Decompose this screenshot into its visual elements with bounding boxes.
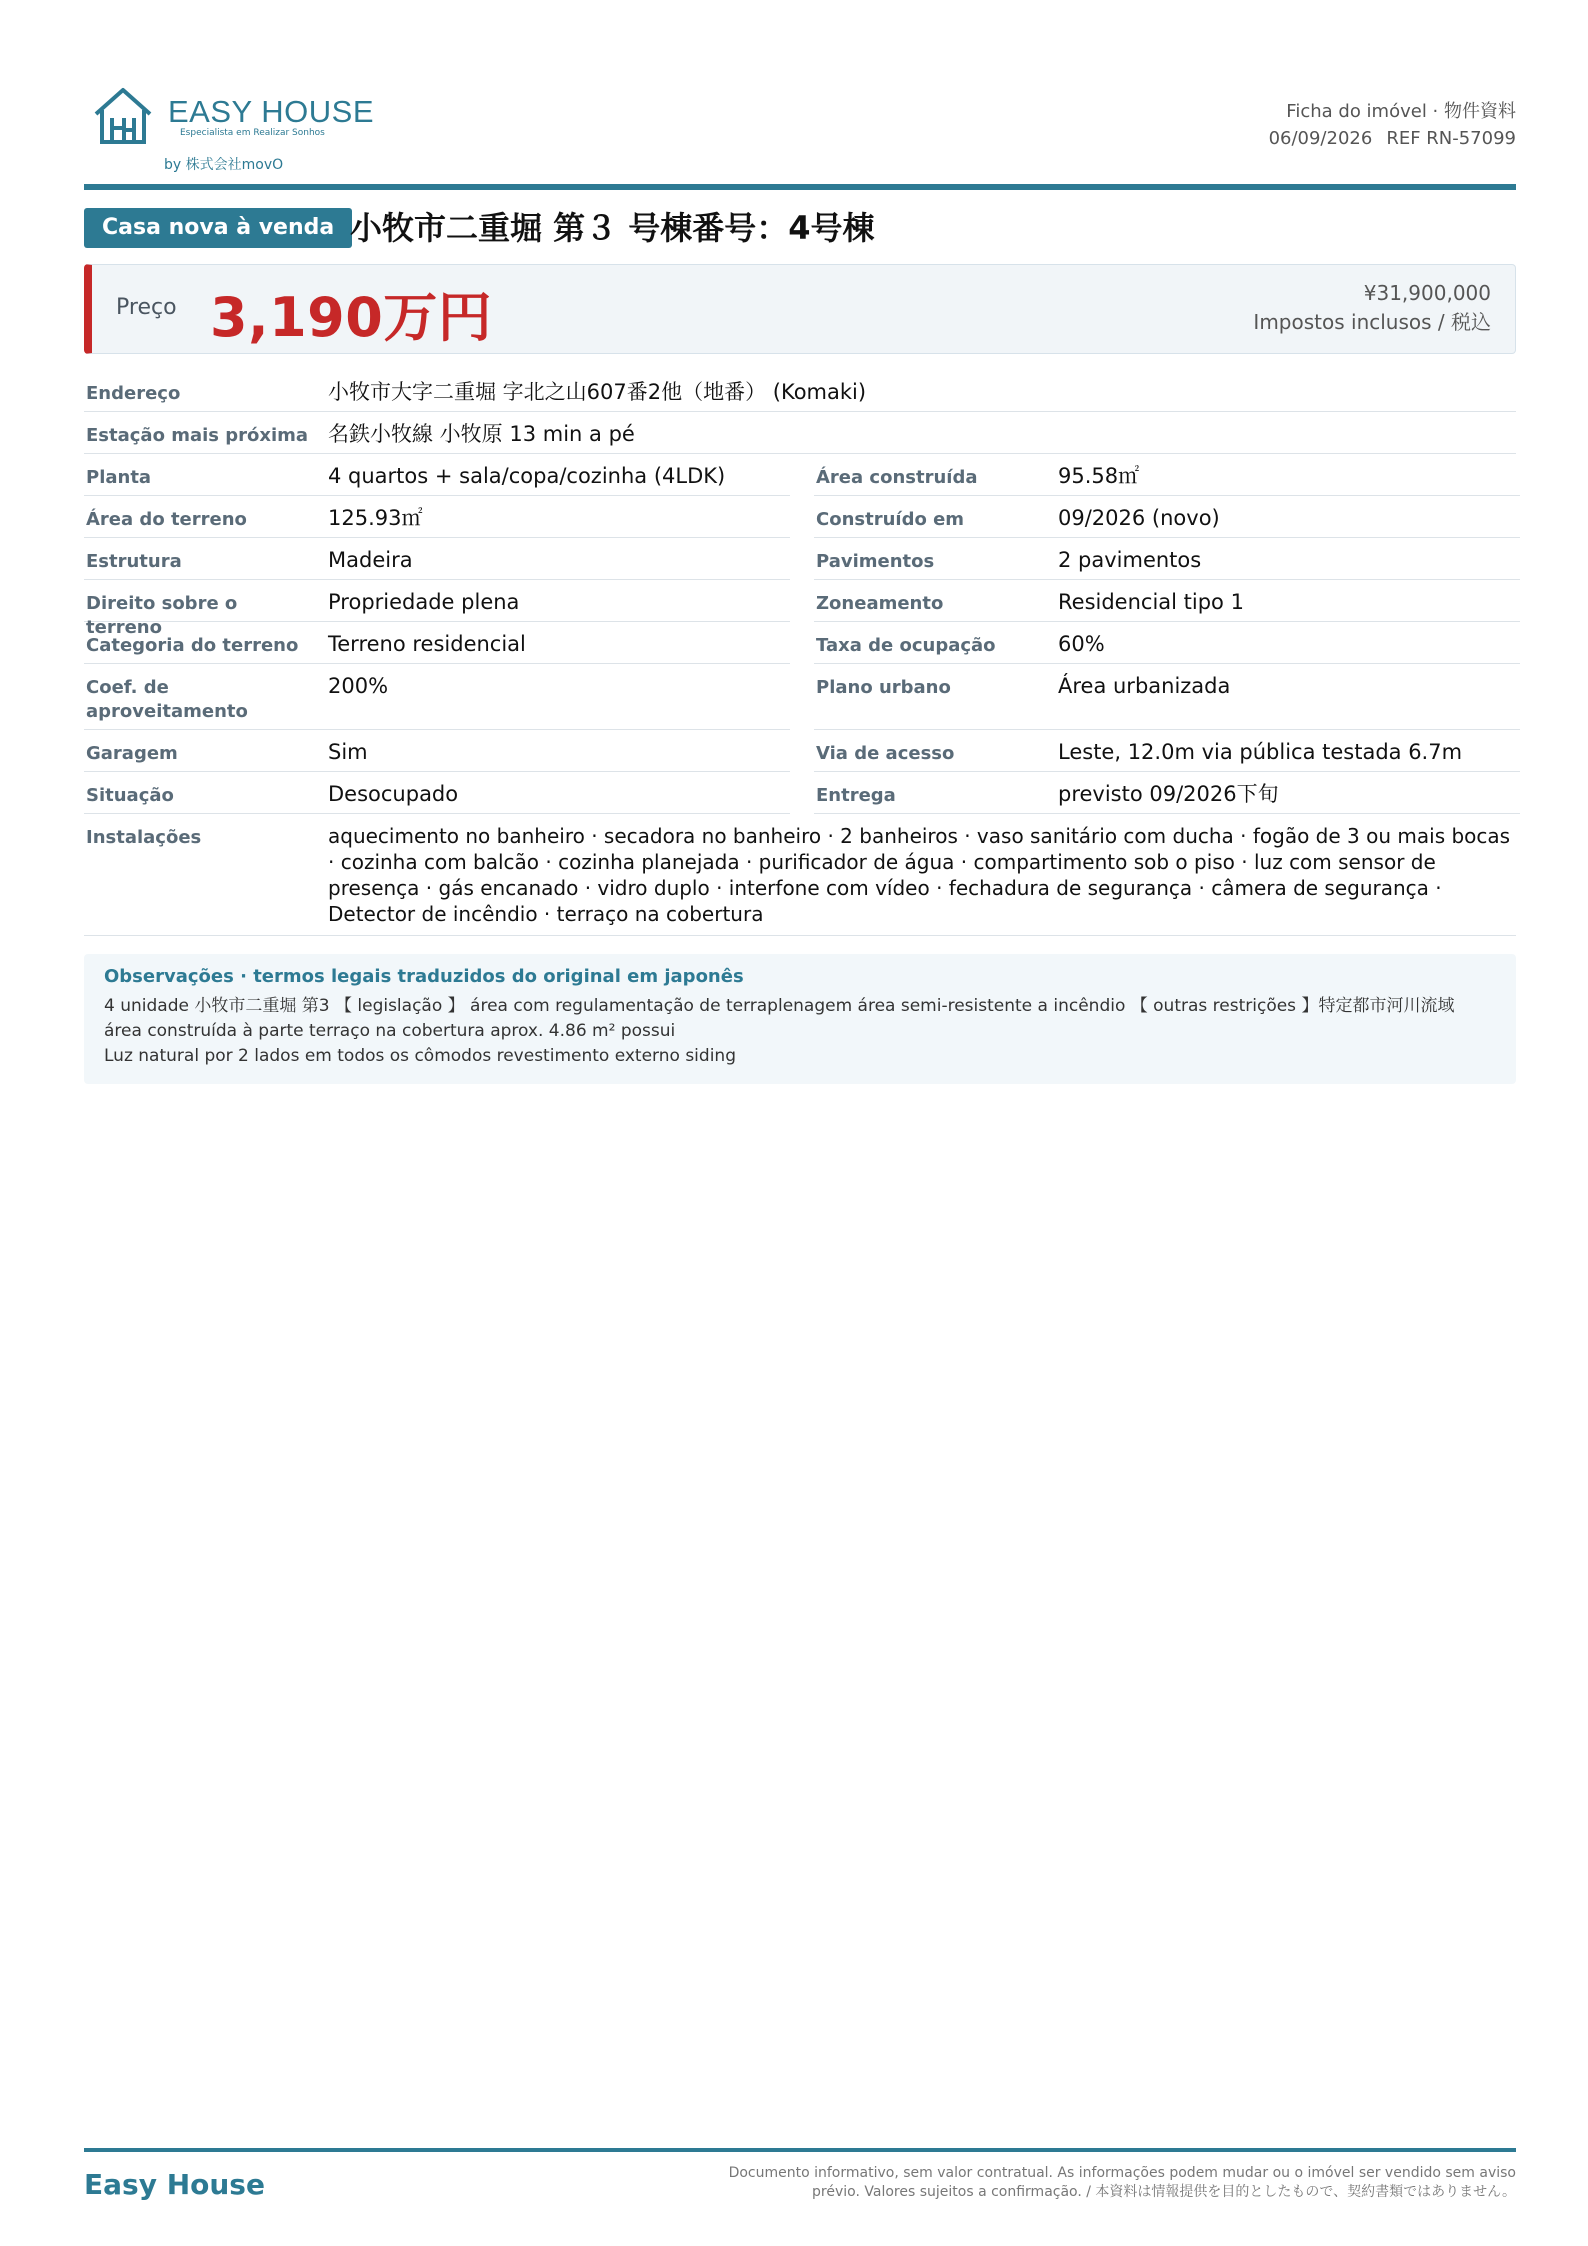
table-cell [84, 538, 790, 580]
details-table [84, 370, 1516, 936]
observations-box [84, 954, 1516, 1084]
floors-label: Pavimentos [816, 551, 935, 572]
brand-company: by 株式会社movO [164, 157, 284, 173]
land-right-label: Direito sobre o terreno [86, 593, 238, 638]
table-cell [814, 730, 1520, 772]
table-row [84, 664, 1516, 730]
built-area-value: 95.58㎡ [1058, 464, 1140, 488]
access-value: Leste, 12.0m via pública testada 6.7m [1058, 740, 1463, 764]
table-row [84, 454, 1516, 496]
urban-plan-value: Área urbanizada [1058, 674, 1231, 698]
document-meta [1269, 98, 1516, 152]
table-cell [84, 580, 790, 638]
coverage-value: 60% [1058, 632, 1105, 656]
land-category-label: Categoria do terreno [86, 635, 299, 656]
built-in-value: 09/2026 (novo) [1058, 506, 1220, 530]
table-cell [814, 622, 1520, 664]
table-cell [814, 538, 1520, 580]
observations-line: Luz natural por 2 lados em todos os cômodos revestimento externo siding [104, 1046, 736, 1066]
zoning-value: Residencial tipo 1 [1058, 590, 1244, 614]
garage-label: Garagem [86, 743, 178, 764]
footer-brand: Easy House [84, 2168, 265, 2201]
layout-value: 4 quartos + sala/copa/cozinha (4LDK) [328, 464, 726, 488]
document-date: 06/09/2026 [1268, 128, 1373, 149]
table-row [84, 370, 1516, 412]
brand-name: EASY HOUSE [168, 94, 375, 129]
table-cell [84, 730, 790, 772]
address-label: Endereço [86, 383, 181, 404]
table-row [84, 580, 1516, 638]
station-value: 名鉄小牧線 小牧原 13 min a pé [328, 422, 635, 446]
table-row [84, 538, 1516, 580]
urban-plan-label: Plano urbano [816, 677, 951, 698]
observations-title: Observações · termos legais traduzidos do original em japonês [104, 966, 744, 987]
price-value: 3,190万円 [210, 286, 493, 349]
brand-tagline: Especialista em Realizar Sonhos [180, 128, 325, 138]
table-cell [814, 772, 1520, 814]
listing-type-badge: Casa nova à venda [84, 208, 352, 248]
table-row [84, 772, 1516, 814]
table-row [84, 814, 1516, 936]
garage-value: Sim [328, 740, 368, 764]
land-area-value: 125.93㎡ [328, 506, 423, 530]
observations-line: área construída à parte terraço na cobertura aprox. 4.86 m² possui [104, 1021, 676, 1041]
property-sheet [84, 0, 1516, 2246]
table-row [84, 622, 1516, 664]
delivery-label: Entrega [816, 785, 896, 806]
access-label: Via de acesso [816, 743, 955, 764]
table-cell [814, 664, 1520, 730]
footer-divider [84, 2148, 1516, 2152]
structure-value: Madeira [328, 548, 413, 572]
land-category-value: Terreno residencial [328, 632, 526, 656]
floors-value: 2 pavimentos [1058, 548, 1202, 572]
price-yen: ¥31,900,000 [1363, 281, 1491, 305]
address-value: 小牧市大字二重堀 字北之山607番2他（地番） (Komaki) [328, 380, 867, 404]
status-label: Situação [86, 785, 174, 806]
far-label: Coef. de aproveitamento [86, 677, 248, 722]
price-tax-note: Impostos inclusos / 税込 [1253, 310, 1491, 334]
station-label: Estação mais próxima [86, 425, 309, 446]
land-area-label: Área do terreno [86, 509, 247, 530]
built-area-label: Área construída [816, 467, 978, 488]
price-label: Preço [116, 295, 177, 320]
house-logo-icon [92, 84, 154, 146]
document-date-ref [1269, 125, 1516, 152]
table-cell [814, 580, 1520, 622]
price-box [84, 264, 1516, 354]
observations-line: 4 unidade 小牧市二重堀 第3 【 legislação 】 área com regulamentação de terraplenagem área semi-resistente a incêndio 【 outras restrições 】特定都市河川流域 [104, 996, 1455, 1016]
far-value: 200% [328, 674, 389, 698]
structure-label: Estrutura [86, 551, 182, 572]
table-cell [84, 664, 790, 730]
table-cell [814, 496, 1520, 538]
delivery-value: previsto 09/2026下旬 [1058, 782, 1279, 806]
property-title: 小牧市二重堀 第３ 号棟番号：4号棟 [350, 209, 875, 247]
table-cell [84, 772, 790, 814]
table-row [84, 412, 1516, 454]
land-right-value: Propriedade plena [328, 590, 520, 614]
coverage-label: Taxa de ocupação [816, 635, 996, 656]
price-detail [1253, 279, 1491, 337]
facilities-label: Instalações [86, 827, 202, 848]
table-cell [814, 454, 1520, 496]
built-in-label: Construído em [816, 509, 965, 530]
document-type: Ficha do imóvel · 物件資料 [1286, 101, 1516, 122]
table-cell [84, 454, 790, 496]
observations-text [104, 994, 1504, 1069]
facilities-value: aquecimento no banheiro · secadora no banheiro · 2 banheiros · vaso sanitário com ducha · fogão de 3 ou mais bocas · cozinha com balcão · cozinha planejada · purificador de água · compartimento sob o piso · luz com sensor de presença · gás encanado · vidro duplo · interfone com vídeo · fechadura de segurança · câmera de segurança · Detector de incêndio · terraço na cobertura [328, 824, 1511, 926]
document-ref: REF RN-57099 [1386, 128, 1516, 149]
status-value: Desocupado [328, 782, 459, 806]
table-cell [84, 622, 790, 664]
title-row [84, 206, 1516, 252]
layout-label: Planta [86, 467, 152, 488]
table-row [84, 496, 1516, 538]
footer-disclaimer-line: prévio. Valores sujeitos a confirmação. / 本資料は情報提供を目的としたもので、契約書類ではありません。 [812, 2184, 1516, 2200]
footer-disclaimer [616, 2164, 1516, 2202]
header [84, 80, 1516, 180]
footer-disclaimer-line: Documento informativo, sem valor contratual. As informações podem mudar ou o imóvel ser vendido sem aviso [728, 2165, 1516, 2181]
table-row [84, 730, 1516, 772]
table-cell [84, 496, 790, 538]
zoning-label: Zoneamento [816, 593, 944, 614]
logo [92, 84, 392, 174]
header-divider [84, 184, 1516, 190]
